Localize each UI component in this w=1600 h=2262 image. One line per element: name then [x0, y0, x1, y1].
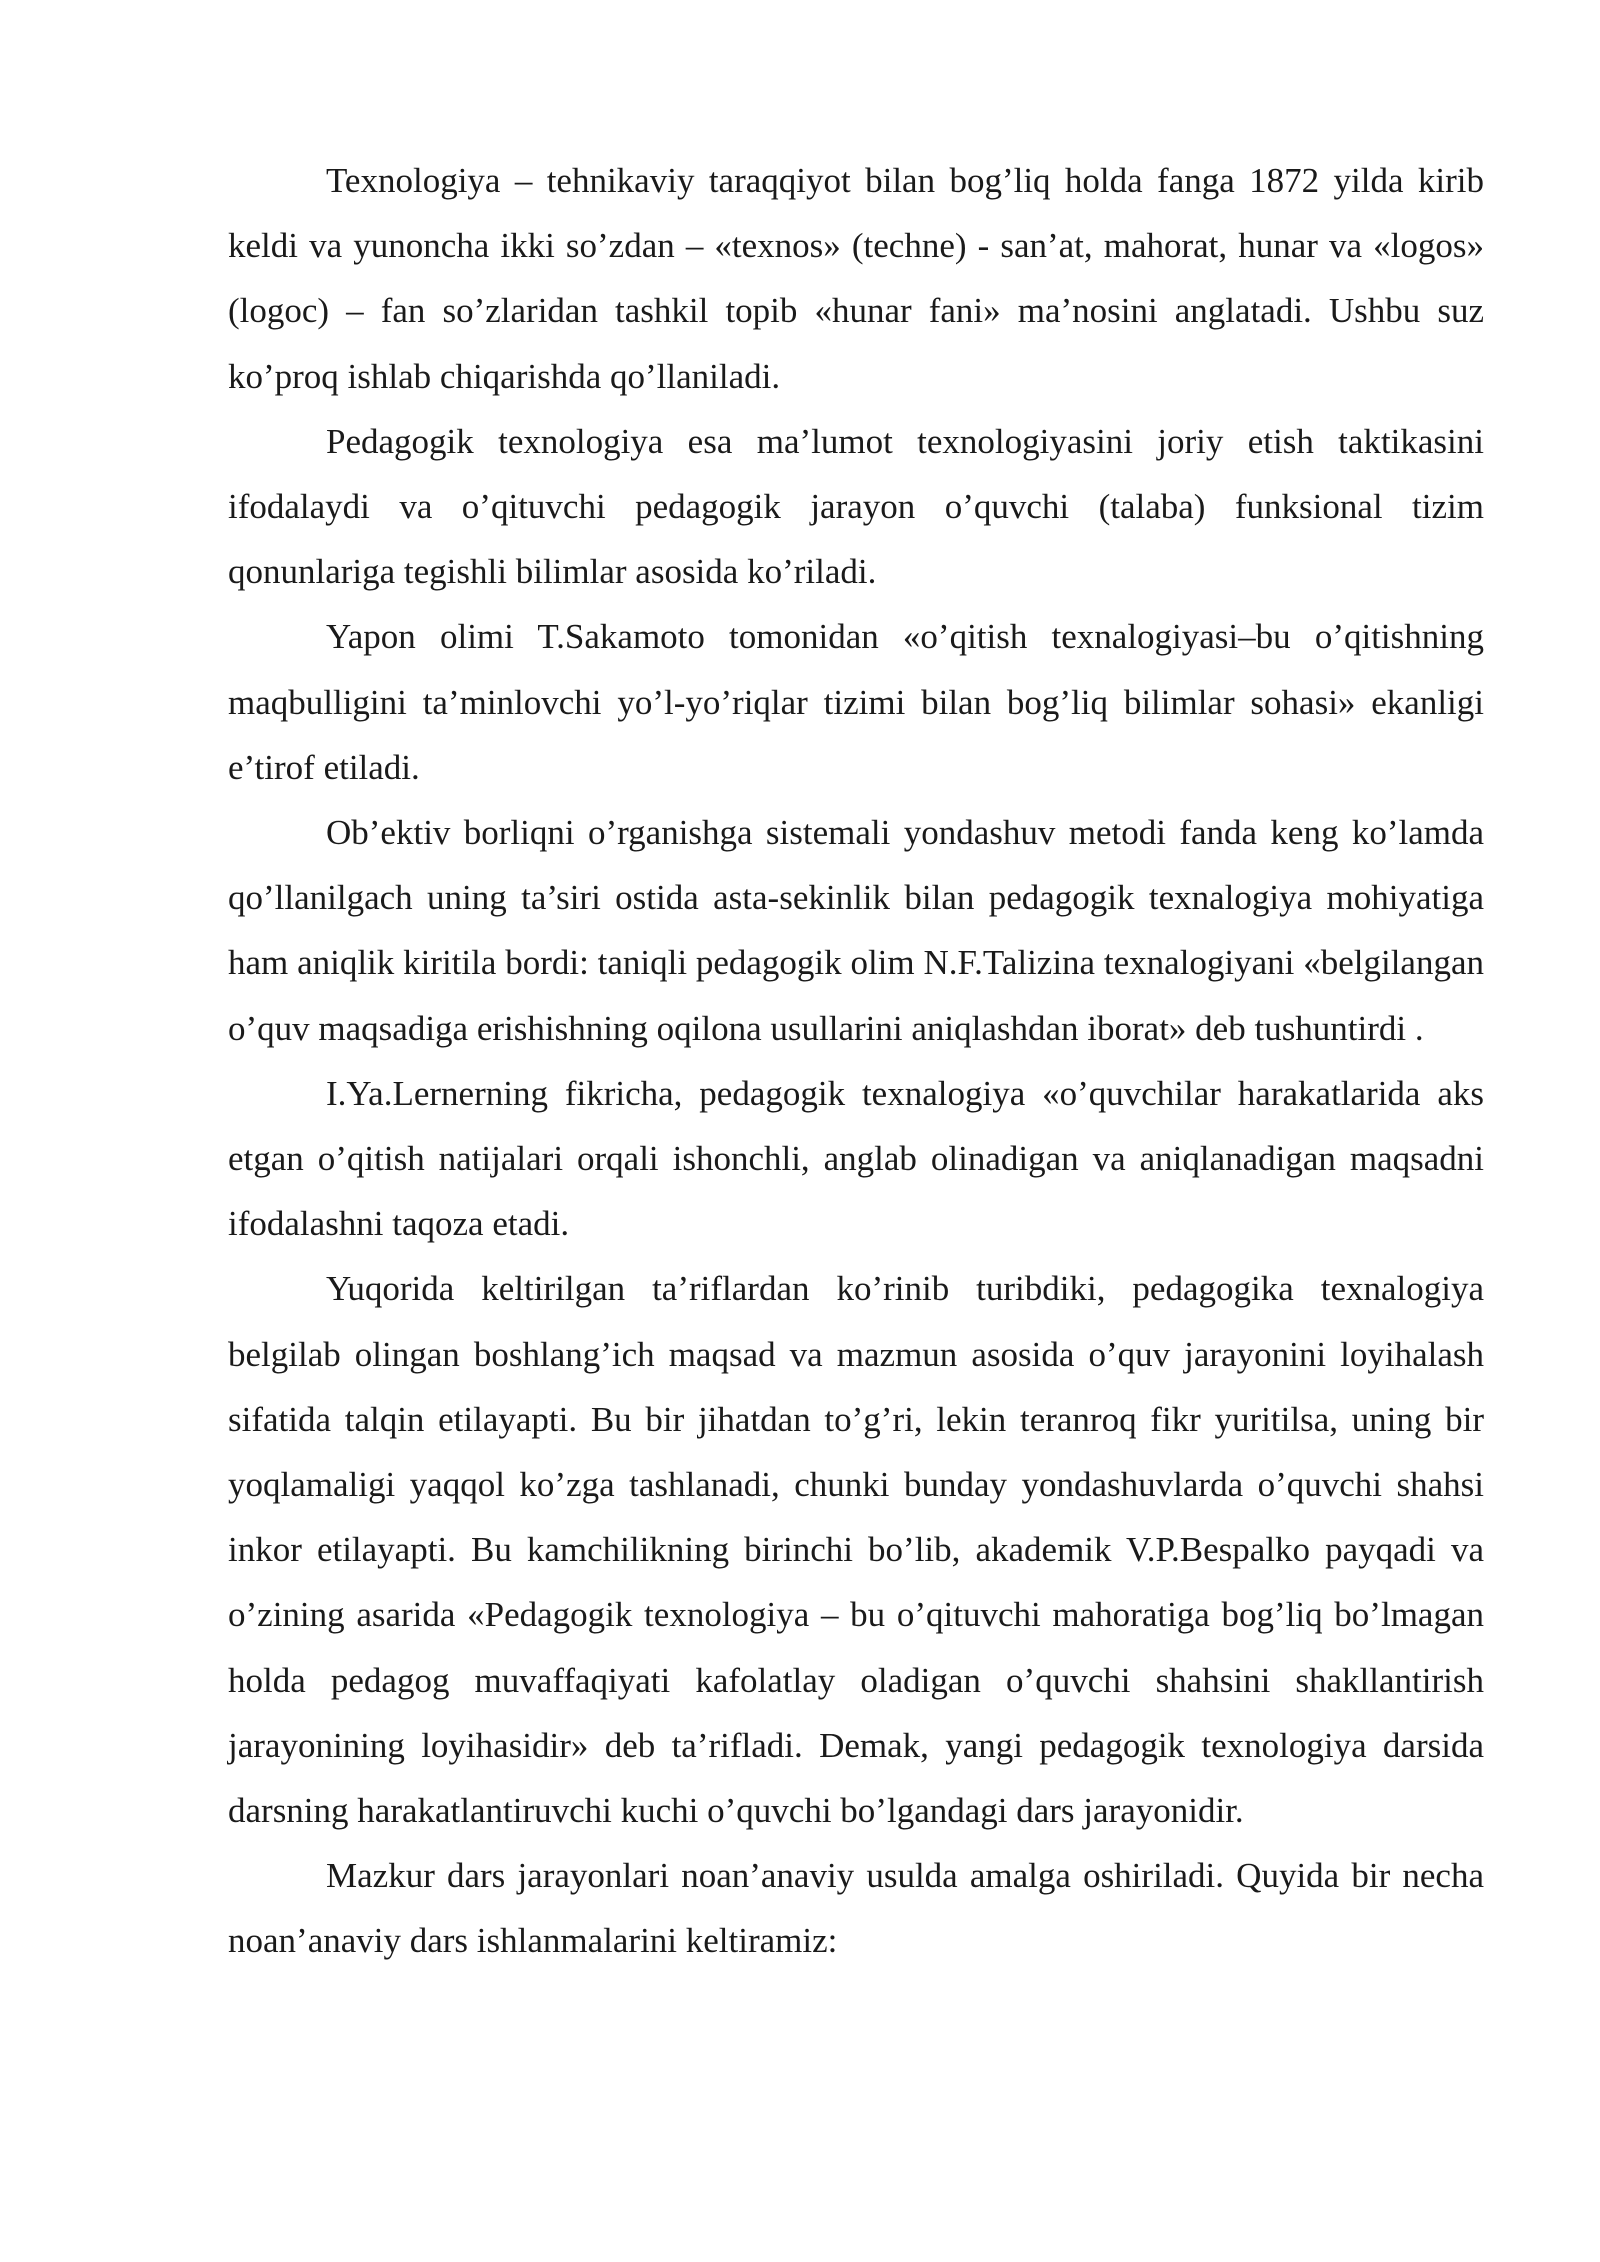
paragraph-lerner: I.Ya.Lernerning fikricha, pedagogik texnalogiya «o’quvchilar harakatlarida aks etgan o’qitish natijalari orqali ishonchli, anglab olinadigan va aniqlanadigan maqsadni ifodalashni taqoza etadi.: [228, 1073, 1484, 1244]
paragraph-noananaviy: Mazkur dars jarayonlari noan’anaviy usulda amalga oshiriladi. Quyida bir necha noan’anaviy dars ishlanmalarini keltiramiz:: [228, 1856, 1484, 1961]
paragraph-sakamoto: Yapon olimi T.Sakamoto tomonidan «o’qitish texnalogiyasi–bu o’qitishning maqbulligini ta’minlovchi yo’l-yo’riqlar tizimi bilan bog’liq bilimlar sohasi» ekanligi e’tirof etiladi.: [228, 617, 1484, 787]
paragraph-texnologiya-definition: Texnologiya – tehnikaviy taraqqiyot bilan bog’liq holda fanga 1872 yilda kirib keldi va yunoncha ikki so’zdan – «texnos» (techne) - san’at, mahorat, hunar va «logos» (logoc) – fan so’zlaridan tashkil topib «hunar fani» ma’nosini anglatadi. Ushbu suz ko’proq ishlab chiqarishda qo’llaniladi.: [228, 161, 1484, 396]
paragraph-talizina: Ob’ektiv borliqni o’rganishga sistemali yondashuv metodi fanda keng ko’lamda qo’llanilgach uning ta’siri ostida asta-sekinlik bilan pedagogik texnalogiya mohiyatiga ham aniqlik kiritila bordi: taniqli pedagogik olim N.F.Talizina texnalogiyani «belgilangan o’quv maqsadiga erishishning oqilona usullarini aniqlashdan iborat» deb tushuntirdi .: [228, 813, 1484, 1048]
document-body: [228, 148, 1484, 1974]
paragraph-bespalko: Yuqorida keltirilgan ta’riflardan ko’rinib turibdiki, pedagogika texnalogiya belgilab olingan boshlang’ich maqsad va mazmun asosida o’quv jarayonini loyihalash sifatida talqin etilayapti. Bu bir jihatdan to’g’ri, lekin teranroq fikr yuritilsa, uning bir yoqlamaligi yaqqol ko’zga tashlanadi, chunki bunday yondashuvlarda o’quvchi shahsi inkor etilayapti. Bu kamchilikning birinchi bo’lib, akademik V.P.Bespalko payqadi va o’zining asarida «Pedagogik texnologiya – bu o’qituvchi mahoratiga bog’liq bo’lmagan holda pedagog muvaffaqiyati kafolatlay oladigan o’quvchi shahsini shakllantirish jarayonining loyihasidir» deb ta’rifladi. Demak, yangi pedagogik texnologiya darsida darsning harakatlantiruvchi kuchi o’quvchi bo’lgandagi dars jarayonidir.: [228, 1269, 1484, 1831]
paragraph-pedagogik-texnologiya: Pedagogik texnologiya esa ma’lumot texnologiyasini joriy etish taktikasini ifodalaydi va o’qituvchi pedagogik jarayon o’quvchi (talaba) funksional tizim qonunlariga tegishli bilimlar asosida ko’riladi.: [228, 421, 1484, 592]
